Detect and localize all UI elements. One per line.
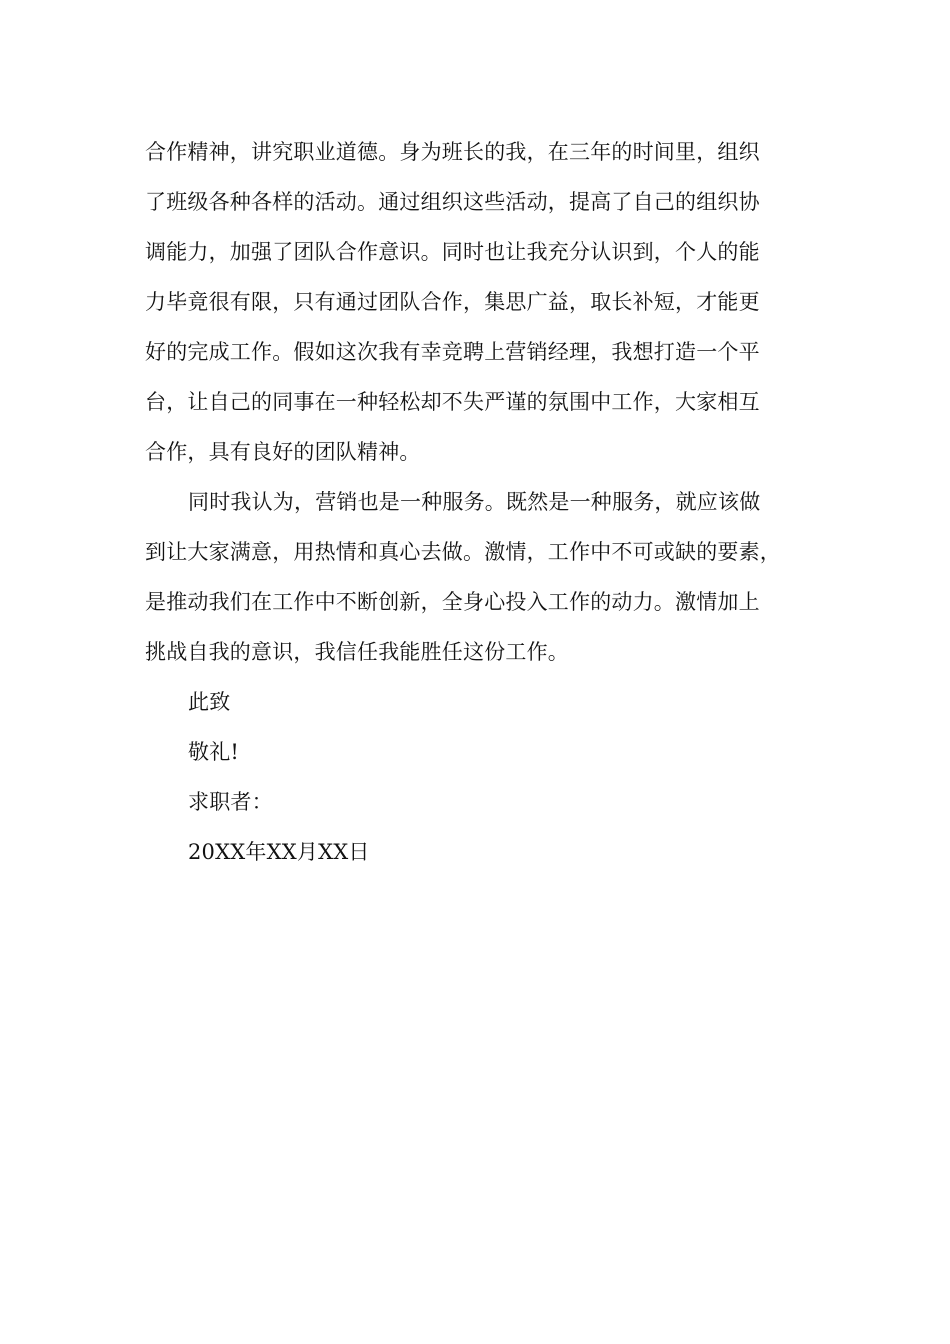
text-line: 同时我认为，营销也是一种服务。既然是一种服务，就应该做 xyxy=(188,490,761,514)
text-line: 了班级各种各样的活动。通过组织这些活动，提高了自己的组织协 xyxy=(145,190,760,214)
text-line: 到让大家满意，用热情和真心去做。激情，工作中不可或缺的要素， xyxy=(145,540,781,564)
text-line: 调能力，加强了团队合作意识。同时也让我充分认识到，个人的能 xyxy=(145,240,760,264)
text-line: 合作，具有良好的团队精神。 xyxy=(145,440,421,464)
applicant-line: 求职者： xyxy=(188,790,273,814)
paragraph-2 xyxy=(145,477,835,677)
paragraph-1 xyxy=(145,127,835,477)
text-line: 好的完成工作。假如这次我有幸竞聘上营销经理，我想打造一个平 xyxy=(145,340,760,364)
text-line: 力毕竟很有限，只有通过团队合作，集思广益，取长补短，才能更 xyxy=(145,290,760,314)
text-line: 台，让自己的同事在一种轻松却不失严谨的氛围中工作，大家相互 xyxy=(145,390,760,414)
text-line: 合作精神，讲究职业道德。身为班长的我，在三年的时间里，组织 xyxy=(145,140,760,164)
text-line: 是推动我们在工作中不断创新，全身心投入工作的动力。激情加上 xyxy=(145,590,760,614)
respect-line: 敬礼! xyxy=(188,740,240,764)
date-line: 20XX年XX月XX日 xyxy=(188,840,370,864)
document-body xyxy=(145,127,835,877)
closing-block xyxy=(145,677,835,877)
salutation-line: 此致 xyxy=(188,690,231,714)
text-line: 挑战自我的意识，我信任我能胜任这份工作。 xyxy=(145,640,569,664)
